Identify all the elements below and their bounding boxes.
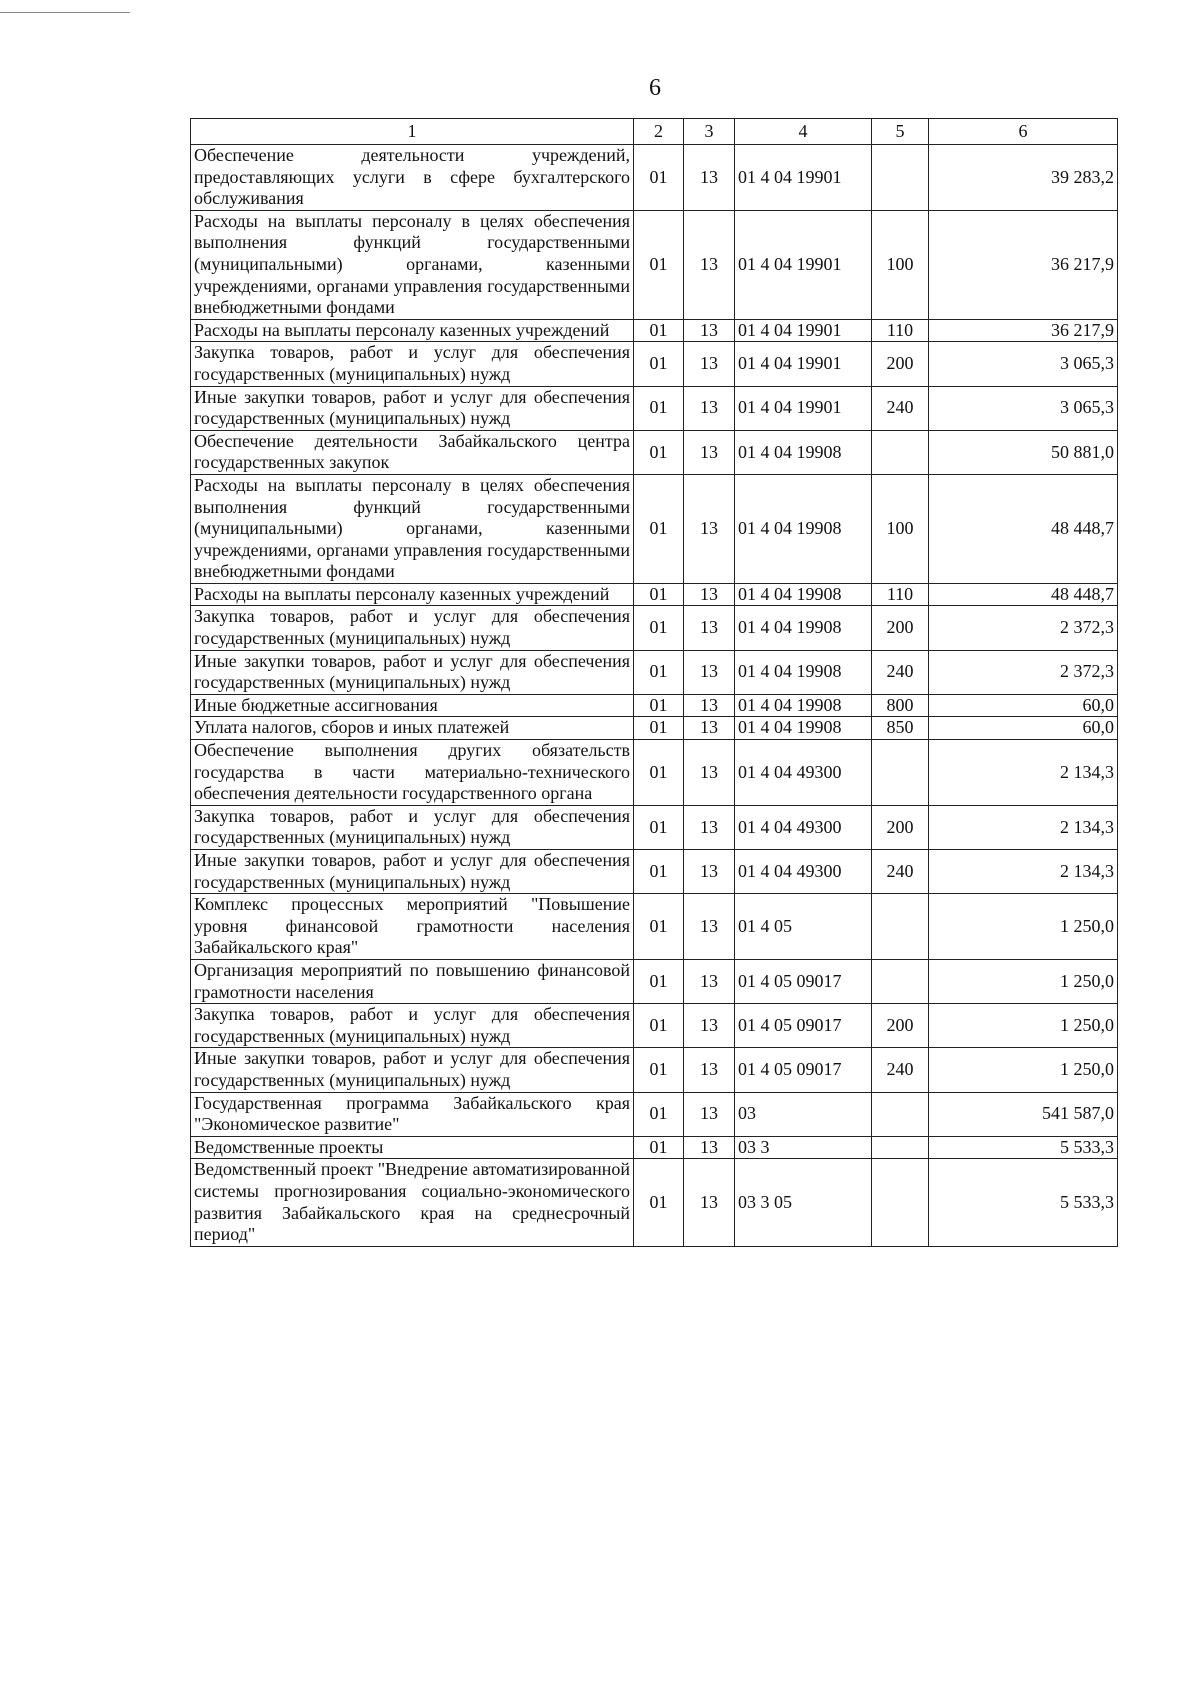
row-amount: 50 881,0 bbox=[929, 430, 1118, 474]
budget-table bbox=[190, 118, 1118, 1247]
row-amount: 2 134,3 bbox=[929, 805, 1118, 849]
row-expense-type: 240 bbox=[872, 650, 929, 694]
row-section: 01 bbox=[634, 319, 684, 342]
row-section: 01 bbox=[634, 606, 684, 650]
row-subsection: 13 bbox=[684, 342, 735, 386]
table-row bbox=[191, 145, 1118, 211]
row-amount: 48 448,7 bbox=[929, 583, 1118, 606]
row-target-code: 03 3 05 bbox=[735, 1159, 872, 1246]
row-section: 01 bbox=[634, 894, 684, 960]
row-name: Государственная программа Забайкальского края "Экономическое развитие" bbox=[191, 1092, 634, 1136]
row-name: Ведомственные проекты bbox=[191, 1136, 634, 1159]
row-name: Иные закупки товаров, работ и услуг для обеспечения государственных (муниципальных) нужд bbox=[191, 386, 634, 430]
row-name: Закупка товаров, работ и услуг для обеспечения государственных (муниципальных) нужд bbox=[191, 606, 634, 650]
row-subsection: 13 bbox=[684, 606, 735, 650]
row-subsection: 13 bbox=[684, 1092, 735, 1136]
row-section: 01 bbox=[634, 1048, 684, 1092]
table-row bbox=[191, 717, 1118, 740]
row-subsection: 13 bbox=[684, 1136, 735, 1159]
row-amount: 60,0 bbox=[929, 694, 1118, 717]
row-subsection: 13 bbox=[684, 1048, 735, 1092]
row-section: 01 bbox=[634, 694, 684, 717]
row-target-code: 01 4 04 19908 bbox=[735, 717, 872, 740]
page-number: 6 bbox=[649, 75, 661, 101]
table-row bbox=[191, 805, 1118, 849]
row-section: 01 bbox=[634, 1136, 684, 1159]
row-amount: 3 065,3 bbox=[929, 342, 1118, 386]
row-expense-type: 200 bbox=[872, 342, 929, 386]
row-name: Ведомственный проект "Внедрение автоматизированной системы прогнозирования социально-экономического развития Забайкальского края на среднесрочный период" bbox=[191, 1159, 634, 1246]
table-row bbox=[191, 850, 1118, 894]
row-target-code: 01 4 04 19908 bbox=[735, 583, 872, 606]
row-target-code: 01 4 05 09017 bbox=[735, 959, 872, 1003]
row-target-code: 01 4 04 49300 bbox=[735, 740, 872, 806]
row-name: Иные закупки товаров, работ и услуг для обеспечения государственных (муниципальных) нужд bbox=[191, 1048, 634, 1092]
row-target-code: 01 4 04 49300 bbox=[735, 805, 872, 849]
row-amount: 3 065,3 bbox=[929, 386, 1118, 430]
table-row bbox=[191, 959, 1118, 1003]
row-expense-type bbox=[872, 1136, 929, 1159]
table-row bbox=[191, 740, 1118, 806]
row-amount: 5 533,3 bbox=[929, 1159, 1118, 1246]
header-col-2: 2 bbox=[634, 119, 684, 145]
row-target-code: 01 4 04 19908 bbox=[735, 474, 872, 583]
row-expense-type bbox=[872, 740, 929, 806]
row-amount: 36 217,9 bbox=[929, 210, 1118, 319]
row-section: 01 bbox=[634, 717, 684, 740]
row-subsection: 13 bbox=[684, 1004, 735, 1048]
table-row bbox=[191, 430, 1118, 474]
row-expense-type bbox=[872, 145, 929, 211]
row-subsection: 13 bbox=[684, 694, 735, 717]
row-target-code: 01 4 04 19901 bbox=[735, 342, 872, 386]
row-section: 01 bbox=[634, 583, 684, 606]
row-amount: 1 250,0 bbox=[929, 1004, 1118, 1048]
table-row bbox=[191, 319, 1118, 342]
row-section: 01 bbox=[634, 1159, 684, 1246]
row-name: Комплекс процессных мероприятий "Повышение уровня финансовой грамотности населения Забайкальского края" bbox=[191, 894, 634, 960]
table-row bbox=[191, 583, 1118, 606]
row-expense-type: 240 bbox=[872, 386, 929, 430]
row-amount: 1 250,0 bbox=[929, 894, 1118, 960]
row-name: Обеспечение выполнения других обязательств государства в части материально-технического обеспечения деятельности государственного органа bbox=[191, 740, 634, 806]
table-row bbox=[191, 342, 1118, 386]
row-target-code: 01 4 04 19908 bbox=[735, 430, 872, 474]
row-section: 01 bbox=[634, 740, 684, 806]
table-row bbox=[191, 474, 1118, 583]
row-name: Уплата налогов, сборов и иных платежей bbox=[191, 717, 634, 740]
row-subsection: 13 bbox=[684, 145, 735, 211]
row-name: Расходы на выплаты персоналу в целях обеспечения выполнения функций государственными (муниципальными) органами, казенными учреждениями, органами управления государственными внебюджетными фондами bbox=[191, 210, 634, 319]
row-name: Иные закупки товаров, работ и услуг для обеспечения государственных (муниципальных) нужд bbox=[191, 850, 634, 894]
row-name: Иные закупки товаров, работ и услуг для обеспечения государственных (муниципальных) нужд bbox=[191, 650, 634, 694]
row-target-code: 01 4 04 19908 bbox=[735, 694, 872, 717]
row-subsection: 13 bbox=[684, 959, 735, 1003]
row-subsection: 13 bbox=[684, 474, 735, 583]
row-target-code: 01 4 04 19901 bbox=[735, 145, 872, 211]
row-target-code: 01 4 05 bbox=[735, 894, 872, 960]
row-amount: 1 250,0 bbox=[929, 1048, 1118, 1092]
row-target-code: 01 4 04 49300 bbox=[735, 850, 872, 894]
row-expense-type: 100 bbox=[872, 210, 929, 319]
row-subsection: 13 bbox=[684, 386, 735, 430]
row-section: 01 bbox=[634, 959, 684, 1003]
row-section: 01 bbox=[634, 342, 684, 386]
row-section: 01 bbox=[634, 1004, 684, 1048]
row-subsection: 13 bbox=[684, 650, 735, 694]
header-col-1: 1 bbox=[191, 119, 634, 145]
row-target-code: 01 4 05 09017 bbox=[735, 1048, 872, 1092]
row-section: 01 bbox=[634, 650, 684, 694]
table-body bbox=[191, 145, 1118, 1247]
table-row bbox=[191, 1159, 1118, 1246]
row-name: Обеспечение деятельности Забайкальского центра государственных закупок bbox=[191, 430, 634, 474]
row-subsection: 13 bbox=[684, 583, 735, 606]
row-expense-type: 200 bbox=[872, 606, 929, 650]
row-expense-type bbox=[872, 1159, 929, 1246]
table-header bbox=[191, 119, 1118, 145]
row-target-code: 03 3 bbox=[735, 1136, 872, 1159]
row-amount: 2 134,3 bbox=[929, 740, 1118, 806]
row-section: 01 bbox=[634, 386, 684, 430]
table-row bbox=[191, 894, 1118, 960]
row-section: 01 bbox=[634, 210, 684, 319]
row-expense-type: 200 bbox=[872, 1004, 929, 1048]
row-subsection: 13 bbox=[684, 430, 735, 474]
row-name: Закупка товаров, работ и услуг для обеспечения государственных (муниципальных) нужд bbox=[191, 342, 634, 386]
row-subsection: 13 bbox=[684, 210, 735, 319]
row-amount: 39 283,2 bbox=[929, 145, 1118, 211]
row-amount: 1 250,0 bbox=[929, 959, 1118, 1003]
row-section: 01 bbox=[634, 145, 684, 211]
row-target-code: 01 4 04 19901 bbox=[735, 210, 872, 319]
row-amount: 2 134,3 bbox=[929, 850, 1118, 894]
top-rule bbox=[0, 12, 130, 13]
row-name: Закупка товаров, работ и услуг для обеспечения государственных (муниципальных) нужд bbox=[191, 1004, 634, 1048]
row-name: Расходы на выплаты персоналу казенных учреждений bbox=[191, 319, 634, 342]
row-expense-type bbox=[872, 430, 929, 474]
header-row bbox=[191, 119, 1118, 145]
row-section: 01 bbox=[634, 474, 684, 583]
table-row bbox=[191, 386, 1118, 430]
row-subsection: 13 bbox=[684, 1159, 735, 1246]
row-subsection: 13 bbox=[684, 740, 735, 806]
row-section: 01 bbox=[634, 805, 684, 849]
row-expense-type: 240 bbox=[872, 1048, 929, 1092]
row-section: 01 bbox=[634, 850, 684, 894]
row-expense-type bbox=[872, 1092, 929, 1136]
row-name: Расходы на выплаты персоналу казенных учреждений bbox=[191, 583, 634, 606]
row-section: 01 bbox=[634, 1092, 684, 1136]
row-name: Иные бюджетные ассигнования bbox=[191, 694, 634, 717]
row-expense-type: 850 bbox=[872, 717, 929, 740]
row-target-code: 01 4 04 19901 bbox=[735, 386, 872, 430]
row-amount: 2 372,3 bbox=[929, 650, 1118, 694]
table-row bbox=[191, 650, 1118, 694]
row-subsection: 13 bbox=[684, 805, 735, 849]
table-row bbox=[191, 1092, 1118, 1136]
table-row bbox=[191, 1136, 1118, 1159]
row-amount: 48 448,7 bbox=[929, 474, 1118, 583]
row-subsection: 13 bbox=[684, 319, 735, 342]
row-amount: 2 372,3 bbox=[929, 606, 1118, 650]
header-col-6: 6 bbox=[929, 119, 1118, 145]
table-row bbox=[191, 694, 1118, 717]
header-col-3: 3 bbox=[684, 119, 735, 145]
row-expense-type: 800 bbox=[872, 694, 929, 717]
row-expense-type: 110 bbox=[872, 319, 929, 342]
row-name: Организация мероприятий по повышению финансовой грамотности населения bbox=[191, 959, 634, 1003]
row-target-code: 01 4 04 19908 bbox=[735, 606, 872, 650]
row-target-code: 01 4 05 09017 bbox=[735, 1004, 872, 1048]
table-row bbox=[191, 606, 1118, 650]
row-expense-type bbox=[872, 894, 929, 960]
table-row bbox=[191, 1004, 1118, 1048]
row-subsection: 13 bbox=[684, 717, 735, 740]
row-name: Обеспечение деятельности учреждений, предоставляющих услуги в сфере бухгалтерского обслуживания bbox=[191, 145, 634, 211]
row-amount: 36 217,9 bbox=[929, 319, 1118, 342]
table-row bbox=[191, 210, 1118, 319]
row-name: Расходы на выплаты персоналу в целях обеспечения выполнения функций государственными (муниципальными) органами, казенными учреждениями, органами управления государственными внебюджетными фондами bbox=[191, 474, 634, 583]
row-target-code: 01 4 04 19901 bbox=[735, 319, 872, 342]
row-expense-type: 200 bbox=[872, 805, 929, 849]
header-col-4: 4 bbox=[735, 119, 872, 145]
row-expense-type: 240 bbox=[872, 850, 929, 894]
header-col-5: 5 bbox=[872, 119, 929, 145]
row-subsection: 13 bbox=[684, 894, 735, 960]
row-amount: 5 533,3 bbox=[929, 1136, 1118, 1159]
row-expense-type bbox=[872, 959, 929, 1003]
row-section: 01 bbox=[634, 430, 684, 474]
row-target-code: 01 4 04 19908 bbox=[735, 650, 872, 694]
row-amount: 60,0 bbox=[929, 717, 1118, 740]
row-target-code: 03 bbox=[735, 1092, 872, 1136]
row-expense-type: 110 bbox=[872, 583, 929, 606]
row-amount: 541 587,0 bbox=[929, 1092, 1118, 1136]
row-subsection: 13 bbox=[684, 850, 735, 894]
table-row bbox=[191, 1048, 1118, 1092]
row-expense-type: 100 bbox=[872, 474, 929, 583]
row-name: Закупка товаров, работ и услуг для обеспечения государственных (муниципальных) нужд bbox=[191, 805, 634, 849]
